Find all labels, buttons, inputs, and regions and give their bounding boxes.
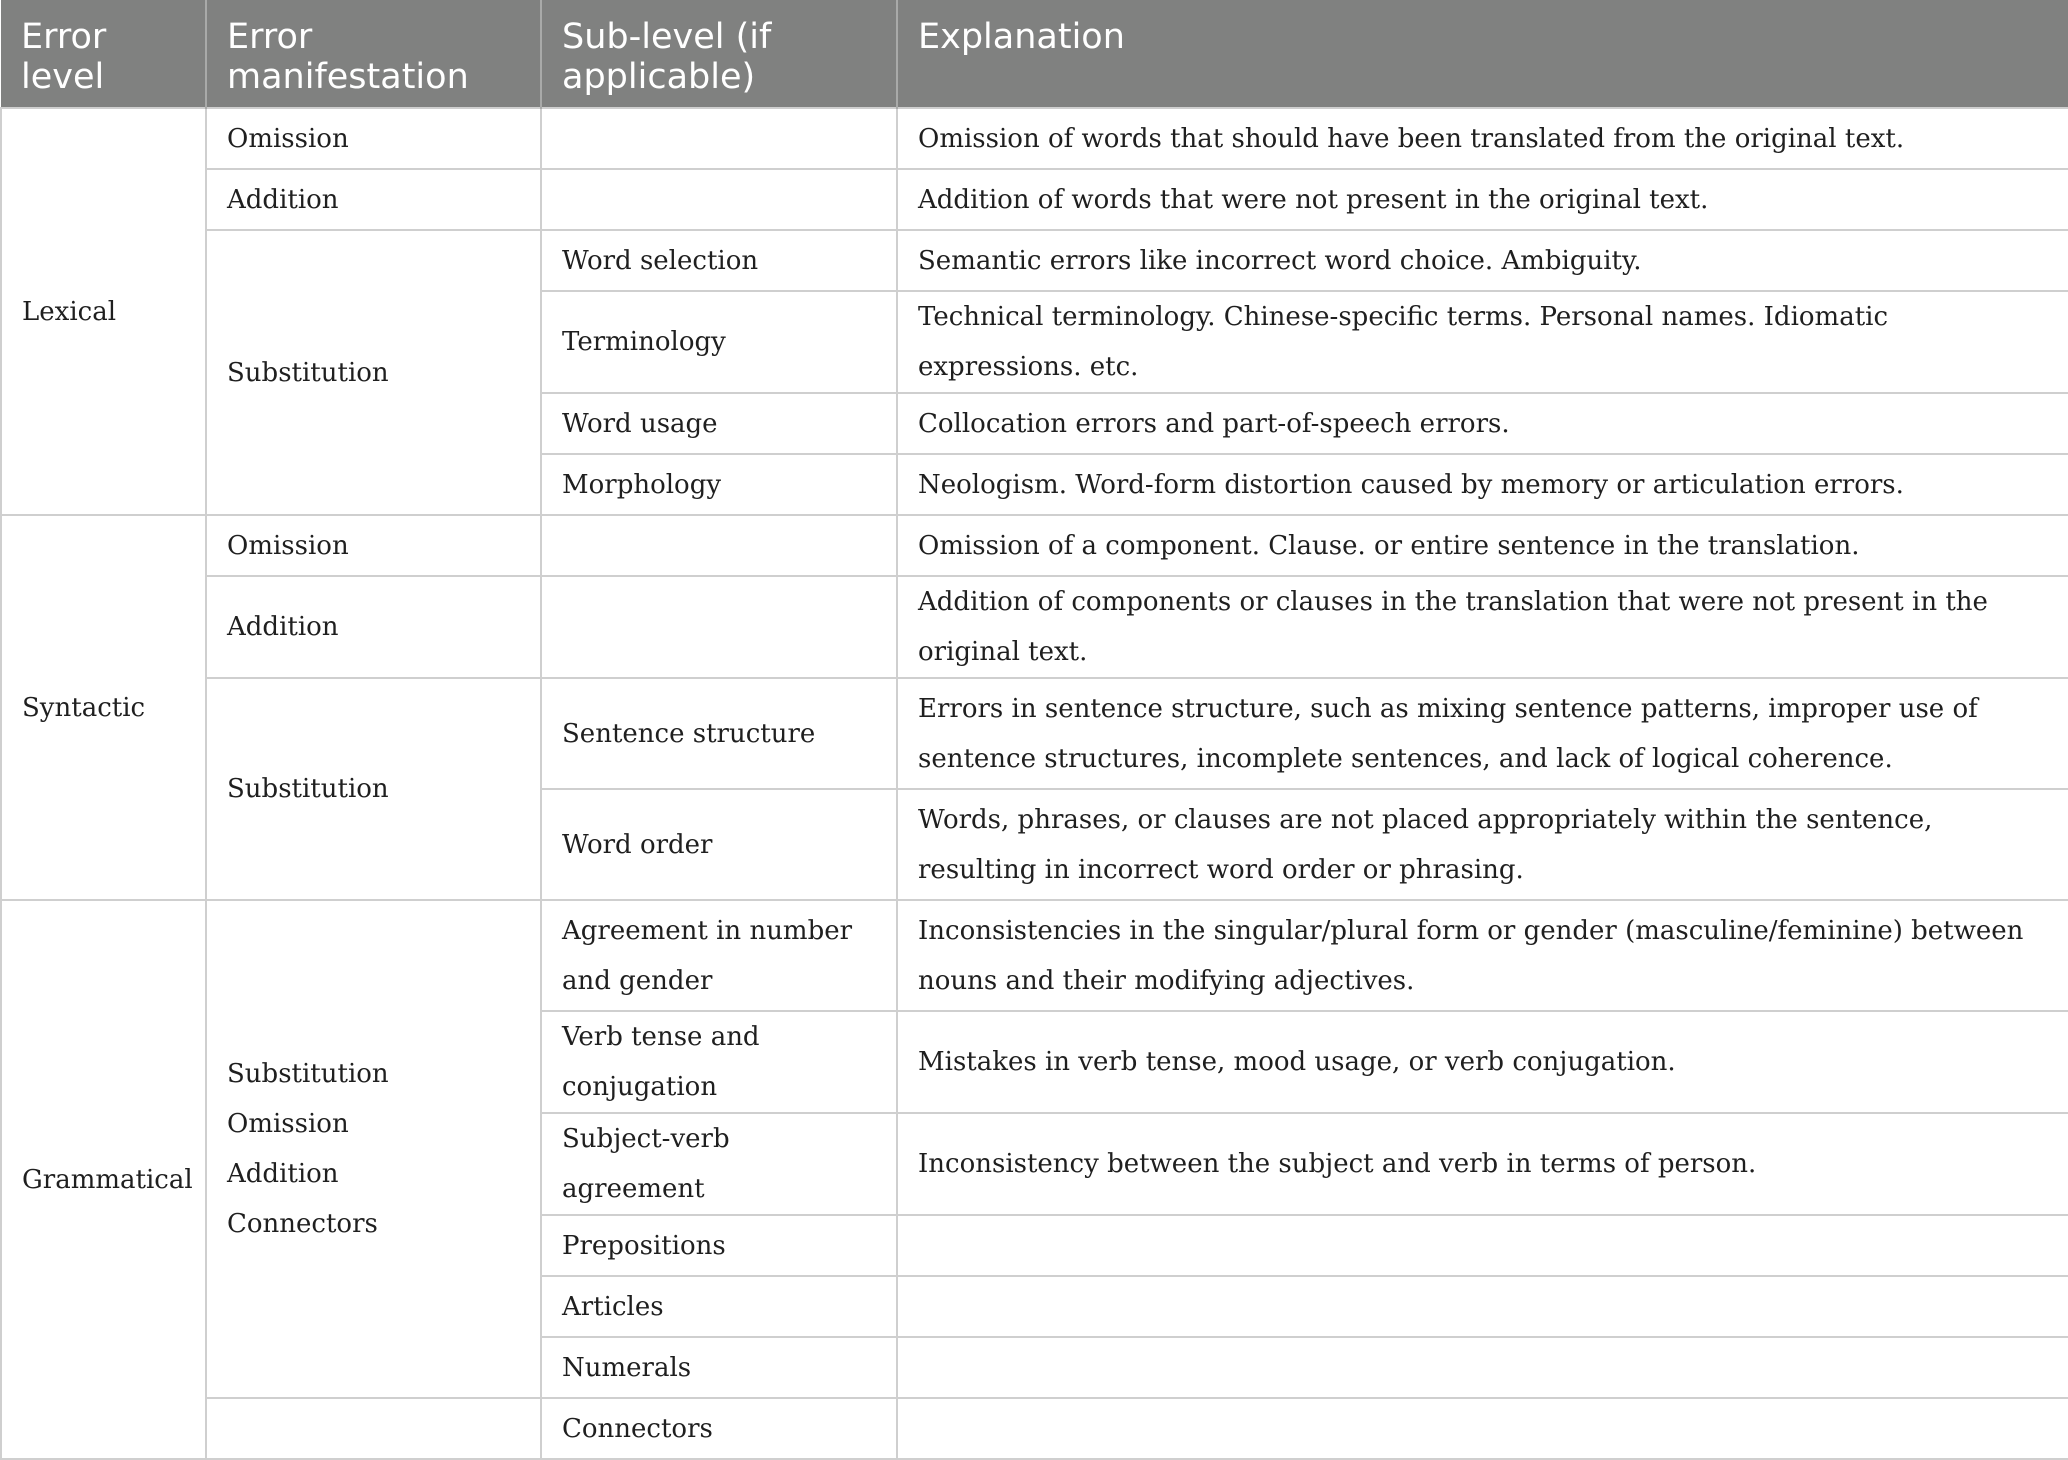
sublevel-cell: Subject-verb agreement <box>541 1113 897 1215</box>
explanation-cell: Inconsistency between the subject and verb in terms of person. <box>897 1113 2068 1215</box>
sublevel-cell: Word usage <box>541 393 897 454</box>
explanation-cell: Words, phrases, or clauses are not placed appropriately within the sentence, resulting in incorrect word order or phrasing. <box>897 789 2068 900</box>
explanation-cell <box>897 1276 2068 1337</box>
sublevel-cell: Morphology <box>541 454 897 515</box>
header-sub-level: Sub-level (if applicable) <box>541 0 897 108</box>
sublevel-cell: Agreement in number and gender <box>541 900 897 1011</box>
table-body <box>1 108 2068 1459</box>
header-explanation: Explanation <box>897 0 2068 108</box>
manifestation-cell: Substitution <box>206 230 541 515</box>
explanation-cell: Neologism. Word-form distortion caused by memory or articulation errors. <box>897 454 2068 515</box>
table-row <box>1 169 2068 230</box>
manifestation-item: Connectors <box>227 1209 378 1239</box>
explanation-cell: Addition of words that were not present in the original text. <box>897 169 2068 230</box>
header-error-level: Error level <box>1 0 206 108</box>
sublevel-cell <box>541 515 897 576</box>
sublevel-cell: Articles <box>541 1276 897 1337</box>
table-row <box>1 515 2068 576</box>
manifestation-item: Addition <box>227 1159 339 1189</box>
table-row <box>1 900 2068 1011</box>
sublevel-cell <box>541 169 897 230</box>
manifestation-cell <box>206 1398 541 1459</box>
explanation-cell: Technical terminology. Chinese-specific terms. Personal names. Idiomatic expressions. etc. <box>897 291 2068 393</box>
explanation-cell: Omission of a component. Clause. or entire sentence in the translation. <box>897 515 2068 576</box>
manifestation-cell: Addition <box>206 576 541 678</box>
sublevel-cell <box>541 108 897 169</box>
error-level-syntactic: Syntactic <box>1 515 206 900</box>
manifestation-item: Omission <box>227 1109 349 1139</box>
explanation-cell <box>897 1215 2068 1276</box>
table-row <box>1 1398 2068 1459</box>
sublevel-cell: Numerals <box>541 1337 897 1398</box>
table-row <box>1 230 2068 291</box>
manifestation-list-cell <box>206 900 541 1398</box>
sublevel-cell: Word order <box>541 789 897 900</box>
manifestation-cell: Omission <box>206 515 541 576</box>
explanation-cell: Errors in sentence structure, such as mixing sentence patterns, improper use of sentence structures, incomplete sentences, and lack of logical coherence. <box>897 678 2068 789</box>
manifestation-cell: Addition <box>206 169 541 230</box>
header-error-manifestation: Error manifestation <box>206 0 541 108</box>
table-row <box>1 108 2068 169</box>
explanation-cell <box>897 1337 2068 1398</box>
explanation-cell: Inconsistencies in the singular/plural form or gender (masculine/feminine) between nouns and their modifying adjectives. <box>897 900 2068 1011</box>
explanation-cell: Addition of components or clauses in the translation that were not present in the original text. <box>897 576 2068 678</box>
sublevel-cell: Verb tense and conjugation <box>541 1011 897 1113</box>
manifestation-cell: Omission <box>206 108 541 169</box>
sublevel-cell: Sentence structure <box>541 678 897 789</box>
explanation-cell: Mistakes in verb tense, mood usage, or verb conjugation. <box>897 1011 2068 1113</box>
explanation-cell <box>897 1398 2068 1459</box>
explanation-cell: Semantic errors like incorrect word choice. Ambiguity. <box>897 230 2068 291</box>
error-level-lexical: Lexical <box>1 108 206 515</box>
table-row <box>1 576 2068 678</box>
manifestation-item: Substitution <box>227 1059 389 1089</box>
table-row <box>1 678 2068 789</box>
explanation-cell: Collocation errors and part-of-speech errors. <box>897 393 2068 454</box>
sublevel-cell: Terminology <box>541 291 897 393</box>
sublevel-cell: Word selection <box>541 230 897 291</box>
sublevel-cell: Prepositions <box>541 1215 897 1276</box>
explanation-cell: Omission of words that should have been translated from the original text. <box>897 108 2068 169</box>
error-level-grammatical: Grammatical <box>1 900 206 1459</box>
sublevel-cell: Connectors <box>541 1398 897 1459</box>
table-header <box>1 0 2068 108</box>
manifestation-cell: Substitution <box>206 678 541 900</box>
sublevel-cell <box>541 576 897 678</box>
